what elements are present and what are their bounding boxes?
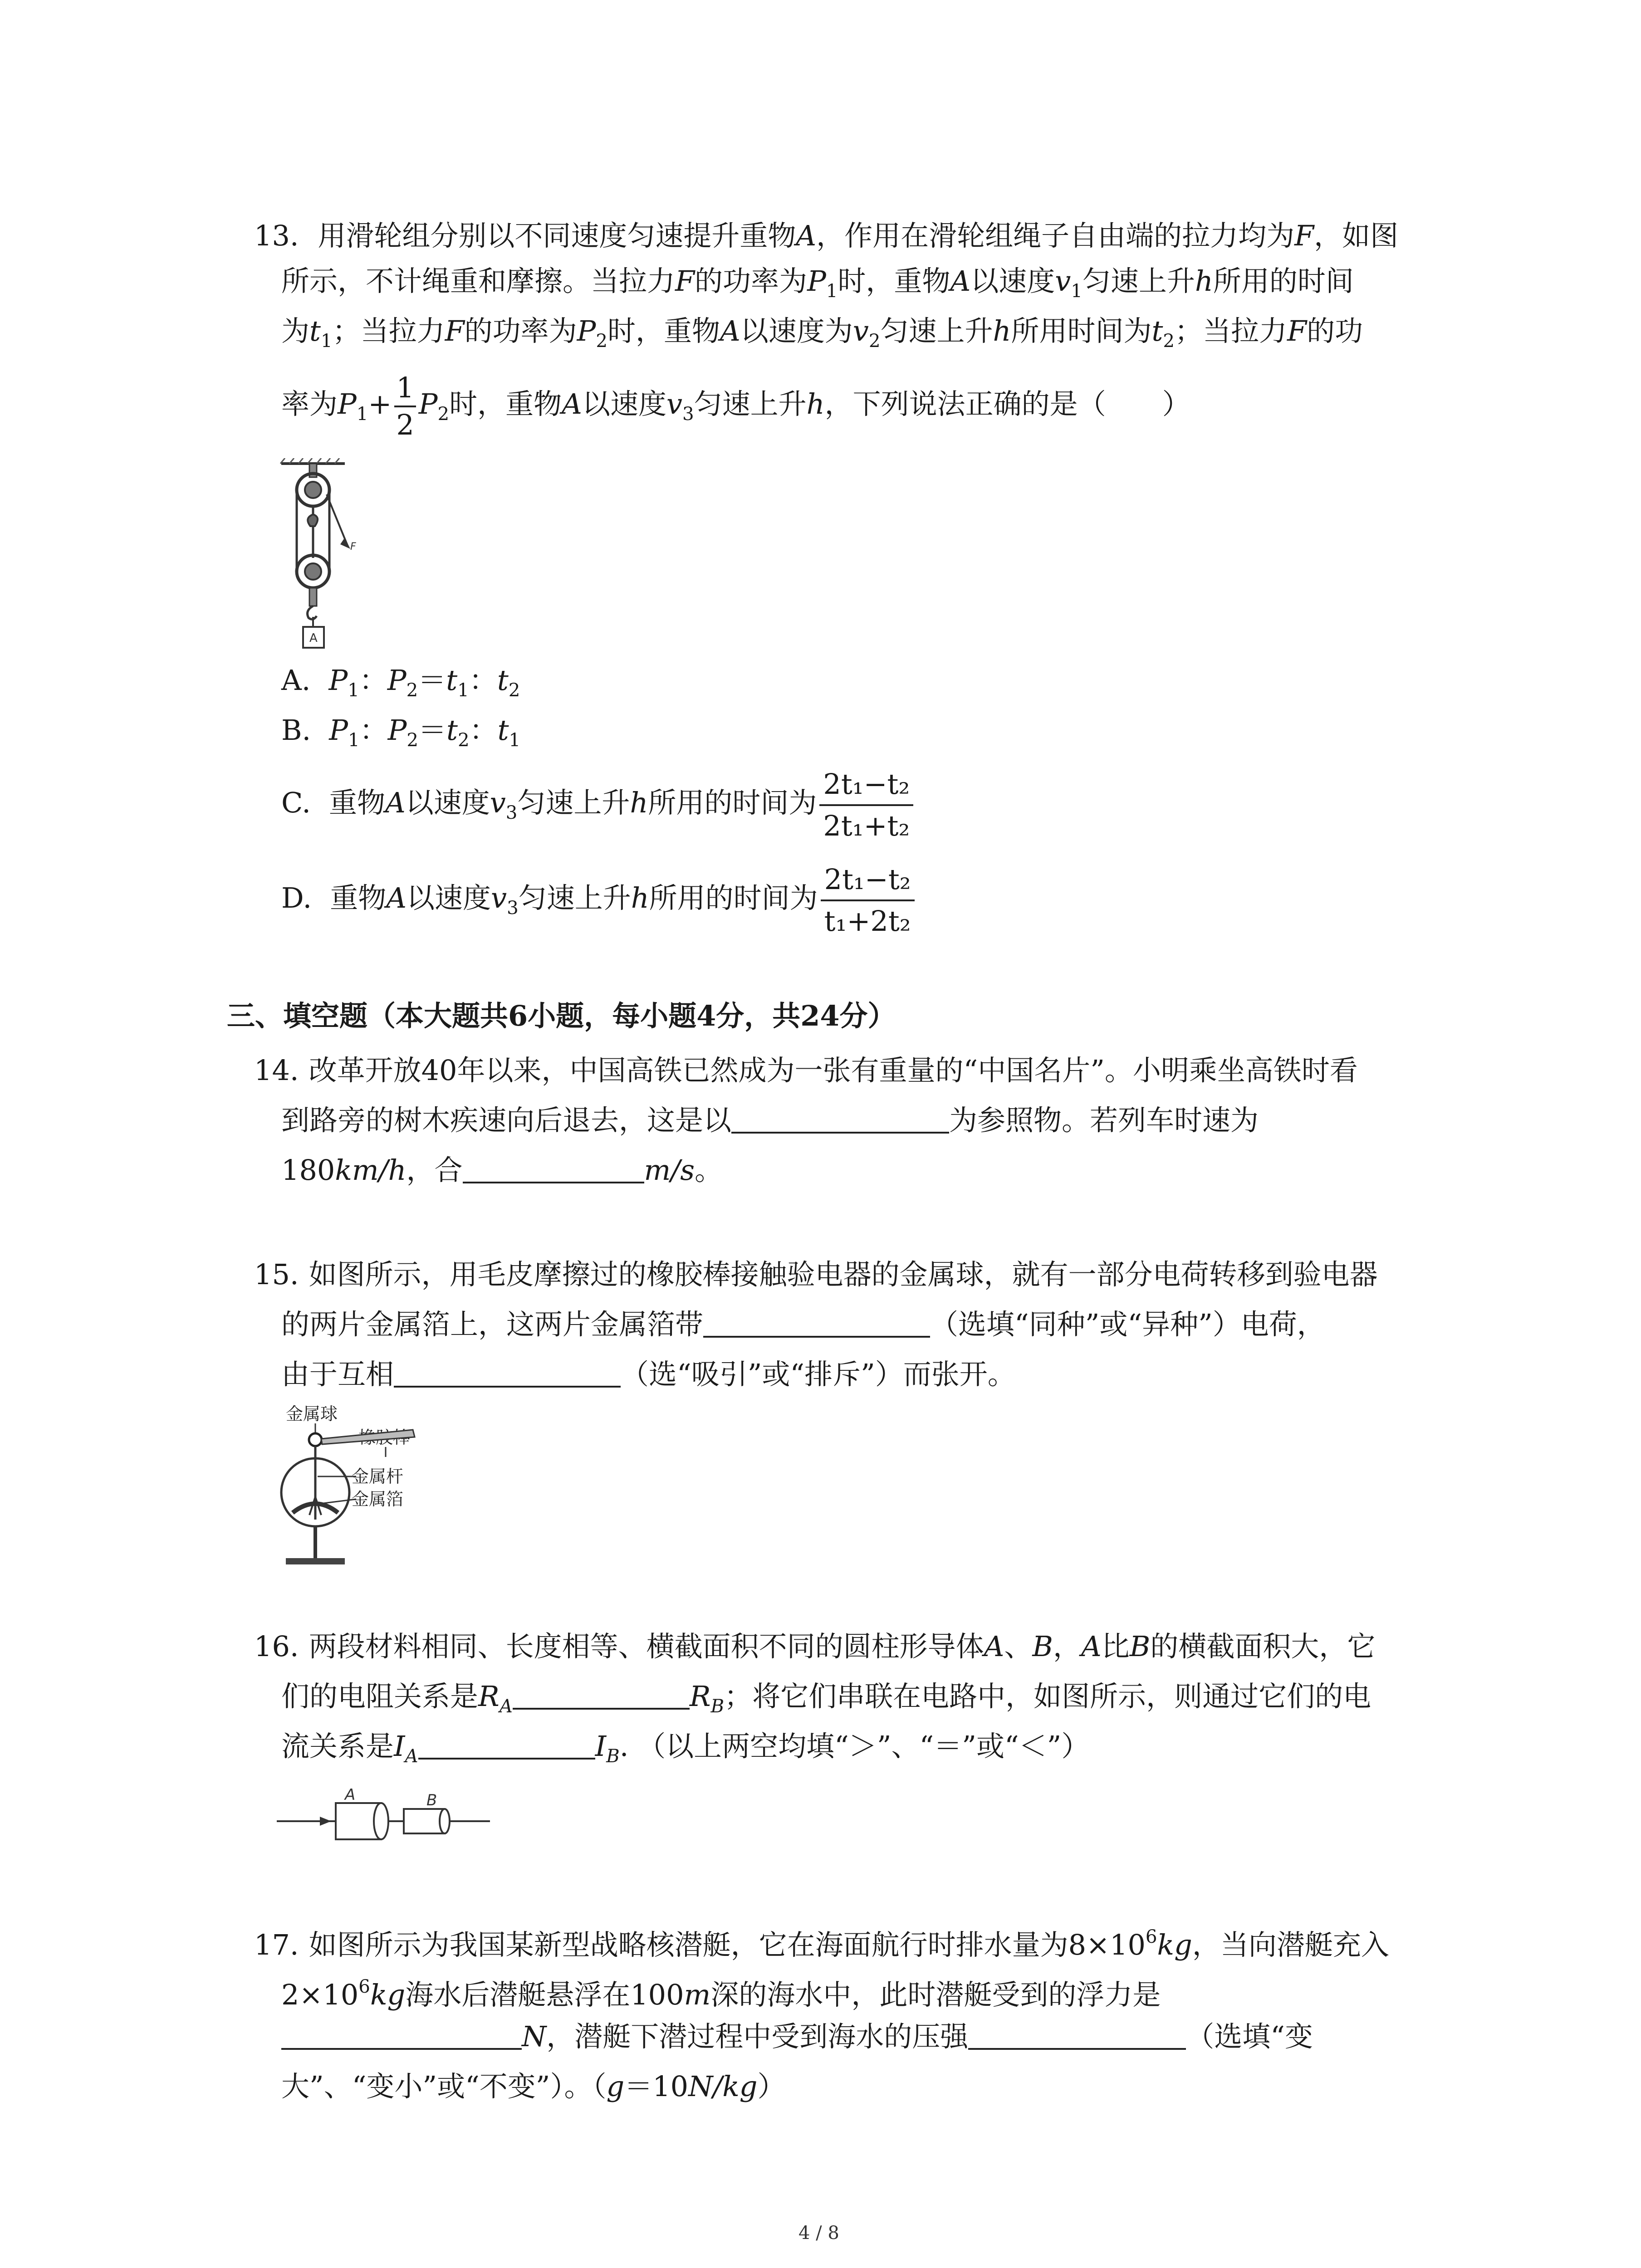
q17-line-3: N，潜艇下潜过程中受到海水的压强 （选填“变 xyxy=(281,2019,1313,2055)
q14-line-3: 180km/h，合 m/s。 xyxy=(281,1154,723,1187)
q13-line-4: 率为$P_1+$ $\frac{1}{2}$ $P_2$时，重物A以速度$v_3$匀速上升h，下列说法正确的是（ ） xyxy=(281,371,1190,441)
q14-blank-2[interactable] xyxy=(463,1154,644,1183)
q13-option-c[interactable]: C. 重物A以速度$v_3$匀速上升h所用的时间为 $\frac{\text{2t₁−t₂}}{\text{2t₁+t₂}}$ xyxy=(281,762,916,854)
electroscope-figure xyxy=(272,1402,472,1569)
svg-text:A: A xyxy=(345,1786,356,1804)
q13-line-3: 为$t_1$；当拉力F的功率为$P_2$时，重物A以速度为$v_2$匀速上升h所用时间为$t_2$；当拉力F的功 xyxy=(281,314,1363,352)
q16-blank-1[interactable] xyxy=(513,1681,690,1710)
q15-line-1: 15. 如图所示，用毛皮摩擦过的橡胶棒接触验电器的金属球，就有一部分电荷转移到验电器 xyxy=(254,1258,1378,1291)
q14-line-2: 到路旁的树木疾速向后退去，这是以 为参照物。若列车时速为 xyxy=(281,1104,1259,1137)
metal-pole-label: 金属杆 xyxy=(352,1466,404,1486)
q17-line-1: 17. 如图所示为我国某新型战略核潜艇，它在海面航行时排水量为$8\times 10^6kg$，当向潜艇充入 xyxy=(254,1926,1389,1962)
q13-number: 13. xyxy=(254,219,299,252)
q14-blank-1[interactable] xyxy=(731,1105,949,1134)
q17-line-4: 大”、“变小”或“不变”）。（g＝10N/kg） xyxy=(281,2070,786,2103)
q17-blank-2[interactable] xyxy=(968,2021,1186,2050)
section-heading: 三、填空题（本大题共6小题，每小题4分，共24分） xyxy=(227,999,896,1032)
q16-line-1: 16. 两段材料相同、长度相等、横截面积不同的圆柱形导体A、B，A比B的横截面积大，它 xyxy=(254,1630,1376,1663)
q16-blank-2[interactable] xyxy=(418,1730,595,1760)
one-half-fraction: $\frac{1}{2}$ xyxy=(394,372,416,441)
q13-line-1: 13. 用滑轮组分别以不同速度匀速提升重物A，作用在滑轮组绳子自由端的拉力均为F，如图 xyxy=(254,219,1399,252)
q14-line-1: 14. 改革开放40年以来，中国高铁已然成为一张有重量的“中国名片”。小明乘坐高铁时看 xyxy=(254,1054,1358,1087)
metal-ball-label: 金属球 xyxy=(286,1404,338,1424)
page-number: 4 / 8 xyxy=(798,2223,839,2244)
q14-number: 14. xyxy=(254,1054,299,1087)
conductor-b xyxy=(404,1809,445,1833)
q15-line-3: 由于互相 （选“吸引”或“排斥”）而张开。 xyxy=(281,1358,1016,1391)
q13-option-d[interactable]: D. 重物A以速度$v_3$匀速上升h所用的时间为 $\frac{\text{2t₁−t₂}}{\text{t₁+2t₂}}$ xyxy=(281,857,917,949)
q17-number: 17. xyxy=(254,1928,299,1962)
force-label: F xyxy=(350,541,356,552)
q15-number: 15. xyxy=(254,1258,299,1291)
q15-blank-1[interactable] xyxy=(703,1309,930,1338)
weight-label: A xyxy=(309,631,318,645)
q16-line-3: 流关系是$I_A$ $I_B$. （以上两空均填“＞”、“＝”或“＜”） xyxy=(281,1730,1090,1767)
option-c-fraction: $\frac{\text{2t₁−t₂}}{\text{2t₁+t₂}}$ xyxy=(819,767,913,843)
q13-option-a[interactable]: A. $P_1$：$P_2=t_1$：$t_2$ xyxy=(281,664,520,701)
svg-text:B: B xyxy=(426,1791,437,1809)
pulley-figure xyxy=(272,458,390,658)
q15-blank-2[interactable] xyxy=(394,1359,621,1388)
conductor-figure xyxy=(277,1783,495,1842)
metal-foil-label: 金属箔 xyxy=(352,1489,404,1509)
option-d-fraction: $\frac{\text{2t₁−t₂}}{\text{t₁+2t₂}}$ xyxy=(821,862,915,938)
q17-line-2: $2\times 10^6kg$海水后潜艇悬浮在100m深的海水中，此时潜艇受到的浮力是 xyxy=(281,1976,1161,2012)
q13-line-2: 所示，不计绳重和摩擦。当拉力F的功率为$P_1$时，重物A以速度$v_1$匀速上升h所用的时间 xyxy=(281,264,1354,302)
q16-number: 16. xyxy=(254,1630,299,1663)
q15-line-2: 的两片金属箔上，这两片金属箔带 （选填“同种”或“异种”）电荷， xyxy=(281,1308,1325,1341)
q16-line-2: 们的电阻关系是$R_A$ $R_B$；将它们串联在电路中，如图所示，则通过它们的电 xyxy=(281,1680,1372,1717)
q13-option-b[interactable]: B. $P_1$：$P_2=t_2$：$t_1$ xyxy=(281,714,521,751)
q17-blank-1[interactable] xyxy=(281,2021,522,2050)
